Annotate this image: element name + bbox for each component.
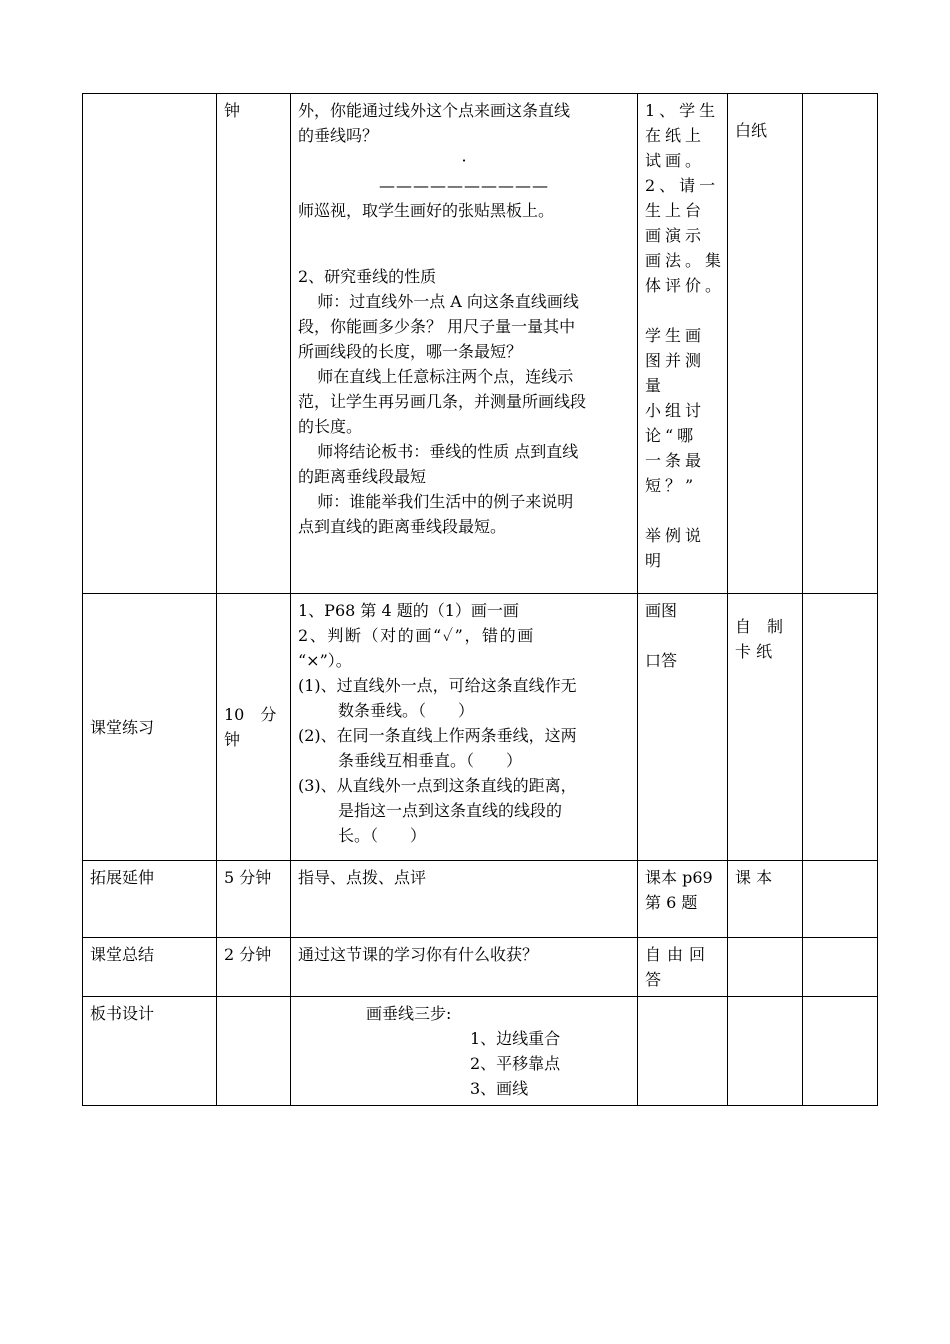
stage-cell xyxy=(83,997,217,1106)
straight-line-mark: —————————— xyxy=(379,176,549,195)
text-line: 一条最 xyxy=(645,451,706,470)
text-line: “×”）。 xyxy=(298,651,352,670)
text-line: 小组讨 xyxy=(645,401,706,420)
question-line: 长。（ ） xyxy=(338,826,427,845)
text-line: 画法。集 xyxy=(645,251,726,270)
table-row xyxy=(83,594,878,861)
teacher-activity-cell xyxy=(291,861,638,938)
teacher-activity-cell xyxy=(291,938,638,997)
text-line: 的长度。 xyxy=(298,417,363,436)
time-text: 钟 xyxy=(224,101,241,120)
text-line: 师：过直线外一点 A 向这条直线画线 xyxy=(317,292,579,311)
stage-label: 课堂总结 xyxy=(90,945,155,964)
materials-cell xyxy=(728,938,803,997)
time-text: 10 分 xyxy=(224,705,277,724)
question-line: 是指这一点到这条直线的线段的 xyxy=(338,801,563,820)
notes-cell xyxy=(803,938,878,997)
teacher-activity-cell xyxy=(291,94,638,594)
time-cell xyxy=(217,94,291,594)
text-line: 答 xyxy=(645,970,662,989)
table-row xyxy=(83,94,878,594)
text-line: 试画。 xyxy=(645,151,706,170)
stage-label: 板书设计 xyxy=(90,1004,155,1023)
question-line: (1)、过直线外一点，可给这条直线作无 xyxy=(298,676,577,695)
spacer xyxy=(645,298,720,323)
teacher-activity-cell xyxy=(291,594,638,861)
time-text: 钟 xyxy=(224,730,241,749)
text-line: 生上台 xyxy=(645,201,706,220)
materials-text: 卡 纸 xyxy=(735,642,773,661)
materials-cell xyxy=(728,997,803,1106)
text-line: 课本 p69 xyxy=(645,868,713,887)
stage-cell xyxy=(83,94,217,594)
materials-cell xyxy=(728,861,803,938)
spacer xyxy=(645,498,720,523)
text-line: 举例说 xyxy=(645,526,706,545)
text-line: 画图 xyxy=(645,601,678,620)
question-line: (3)、从直线外一点到这条直线的距离， xyxy=(298,776,577,795)
text-line: 体评价。 xyxy=(645,276,726,295)
text-line: 指导、点拨、点评 xyxy=(298,868,427,887)
time-text: 5 分钟 xyxy=(224,868,272,887)
board-title: 画垂线三步: xyxy=(366,1004,452,1023)
stage-cell xyxy=(83,594,217,861)
text-line: 学生画 xyxy=(645,326,706,345)
time-cell xyxy=(217,938,291,997)
notes-cell xyxy=(803,861,878,938)
text-line: 师在直线上任意标注两个点，连线示 xyxy=(317,367,574,386)
table-row xyxy=(83,997,878,1106)
lesson-plan-table xyxy=(82,93,878,1106)
text-line: 自由回 xyxy=(645,945,712,964)
question-line: (2)、在同一条直线上作两条垂线，这两 xyxy=(298,726,577,745)
text-line: 论“哪 xyxy=(645,426,698,445)
text-line: 师巡视，取学生画好的张贴黑板上。 xyxy=(298,201,555,220)
board-design-cell xyxy=(291,997,638,1106)
student-activity-cell xyxy=(638,997,728,1106)
question-line: 条垂线互相垂直。（ ） xyxy=(338,751,523,770)
time-cell xyxy=(217,861,291,938)
materials-text: 自 制 xyxy=(735,617,784,636)
text-line: 段，你能画多少条？ 用尺子量一量其中 xyxy=(298,317,576,336)
stage-label: 课堂练习 xyxy=(90,717,155,737)
text-line: 2、判断（对的画“✓”，错的画 xyxy=(298,626,535,645)
text-line: 画演示 xyxy=(645,226,706,245)
notes-cell xyxy=(803,94,878,594)
text-line: 1、P68 第 4 题的（1）画一画 xyxy=(298,601,519,620)
notes-cell xyxy=(803,997,878,1106)
student-activity-cell xyxy=(638,938,728,997)
stage-cell xyxy=(83,938,217,997)
notes-cell xyxy=(803,594,878,861)
table-row xyxy=(83,938,878,997)
board-step: 3、画线 xyxy=(470,1079,529,1098)
table-row xyxy=(83,861,878,938)
student-activity-cell xyxy=(638,94,728,594)
point-mark: · xyxy=(461,151,467,170)
text-line: 在纸上 xyxy=(645,126,706,145)
text-line: 所画线段的长度，哪一条最短？ xyxy=(298,342,523,361)
materials-cell xyxy=(728,594,803,861)
student-activity-cell xyxy=(638,594,728,861)
stage-cell xyxy=(83,861,217,938)
board-step: 2、平移靠点 xyxy=(470,1054,561,1073)
text-line: 的垂线吗？ xyxy=(298,126,379,145)
text-line: 口答 xyxy=(645,651,678,670)
text-line: 明 xyxy=(645,551,666,570)
text-line: 通过这节课的学习你有什么收获？ xyxy=(298,945,539,964)
time-text: 2 分钟 xyxy=(224,945,272,964)
materials-text: 课 本 xyxy=(735,868,773,887)
text-line: 1、学生 xyxy=(645,101,720,120)
text-line: 2、请一 xyxy=(645,176,720,195)
time-cell xyxy=(217,997,291,1106)
stage-label: 拓展延伸 xyxy=(90,868,155,887)
text-line: 师：谁能举我们生活中的例子来说明 xyxy=(317,492,574,511)
text-line: 点到直线的距离垂线段最短。 xyxy=(298,517,507,536)
text-line: 短？” xyxy=(645,476,698,495)
text-line: 图并测 xyxy=(645,351,706,370)
time-cell xyxy=(217,594,291,861)
board-step: 1、边线重合 xyxy=(470,1029,561,1048)
text-line: 的距离垂线段最短 xyxy=(298,467,427,486)
materials-text: 白纸 xyxy=(735,121,768,140)
text-line: 量 xyxy=(645,376,666,395)
materials-cell xyxy=(728,94,803,594)
text-line: 第 6 题 xyxy=(645,893,698,912)
question-line: 数条垂线。（ ） xyxy=(338,701,475,720)
text-line: 师将结论板书：垂线的性质 点到直线 xyxy=(317,442,579,461)
text-line: 范，让学生再另画几条，并测量所画线段 xyxy=(298,392,587,411)
text-line: 外，你能通过线外这个点来画这条直线 xyxy=(298,101,571,120)
section-heading: 2、研究垂线的性质 xyxy=(298,267,437,286)
student-activity-cell xyxy=(638,861,728,938)
